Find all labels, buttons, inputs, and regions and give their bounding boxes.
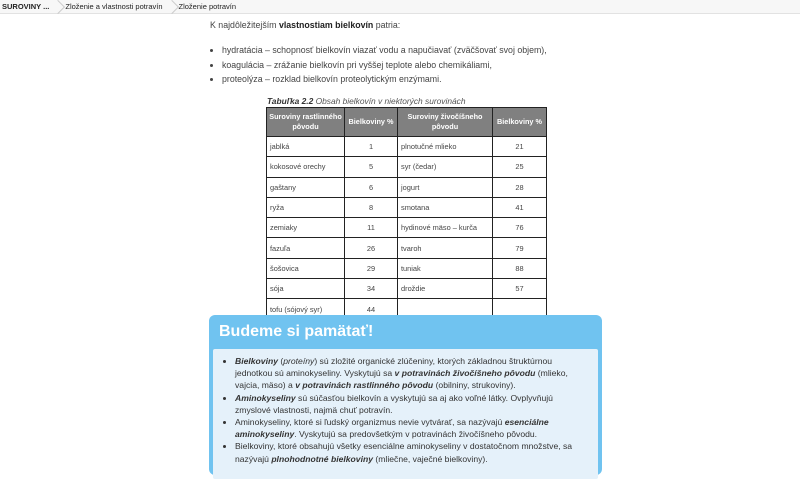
cell-animal-protein: 21 <box>493 137 547 157</box>
cell-animal-source: plnotučné mlieko <box>398 137 493 157</box>
table-row <box>267 279 547 299</box>
cell-animal-source: syr (čedar) <box>398 157 493 177</box>
list-item: • proteolýza – rozklad bielkovín proteolytickým enzýmami. <box>222 72 547 87</box>
cell-animal-protein: 41 <box>493 197 547 217</box>
cell-animal-protein: 88 <box>493 258 547 278</box>
remember-text-segment: Bielkoviny <box>235 356 278 366</box>
breadcrumb-item-zlozenie-vlastnosti[interactable]: Zloženie a vlastnosti potravín <box>59 0 172 13</box>
remember-text-segment: plnohodnotné bielkoviny <box>271 453 374 464</box>
cell-plant-source: kokosové orechy <box>267 157 345 177</box>
remember-text-segment: v potravinách rastlinného pôvodu <box>295 380 434 391</box>
table-row <box>267 137 547 157</box>
intro-paragraph <box>210 20 400 30</box>
cell-animal-source: jogurt <box>398 177 493 197</box>
cell-plant-protein: 1 <box>345 137 398 157</box>
table-row <box>267 218 547 238</box>
table-caption-text: Obsah bielkovín v niektorých surovinách <box>315 96 466 106</box>
table-caption-label: Tabuľka 2.2 <box>267 96 314 106</box>
cell-plant-source: gaštany <box>267 177 345 197</box>
protein-table <box>266 107 547 320</box>
cell-animal-source: droždie <box>398 279 493 299</box>
cell-plant-protein: 11 <box>345 218 398 238</box>
remember-text-segment: (mlieko, vajcia, mäso) a <box>235 368 568 391</box>
remember-box <box>209 315 602 475</box>
cell-plant-protein: 5 <box>345 157 398 177</box>
breadcrumb-item-suroviny[interactable]: SUROVINY ... <box>2 2 50 11</box>
cell-plant-source: sója <box>267 279 345 299</box>
remember-text-segment: (mliečne, vaječné bielkoviny). <box>373 453 488 464</box>
cell-animal-source: hydinové mäso – kurča <box>398 218 493 238</box>
list-item: • hydratácia – schopnosť bielkovín viazať vodu a napučiavať (zväčšovať svoj objem), <box>222 43 547 58</box>
remember-item <box>235 355 590 392</box>
remember-text-segment: Aminokyseliny <box>235 392 296 403</box>
cell-plant-source: tofu (sójový syr) <box>267 299 345 319</box>
cell-plant-protein: 6 <box>345 177 398 197</box>
table-row <box>267 197 547 217</box>
cell-animal-protein: 76 <box>493 218 547 238</box>
remember-text-segment: . Vyskytujú sa predovšetkým v potravinách živočíšneho pôvodu. <box>294 429 538 440</box>
remember-item <box>235 440 590 464</box>
cell-animal-protein: 79 <box>493 238 547 258</box>
remember-text-segment: ( <box>278 356 284 366</box>
list-item: • koagulácia – zrážanie bielkovín pri vyššej teplote alebo chemikáliami, <box>222 58 547 73</box>
remember-text-segment: (obilniny, strukoviny). <box>433 380 516 391</box>
cell-animal-source: smotana <box>398 197 493 217</box>
breadcrumb <box>0 0 800 14</box>
header-animal-sources: Suroviny živočíšneho pôvodu <box>398 108 493 137</box>
cell-plant-protein: 34 <box>345 279 398 299</box>
cell-plant-source: jablká <box>267 137 345 157</box>
remember-item <box>235 416 590 440</box>
table-header-row <box>267 108 547 137</box>
breadcrumb-item-zlozenie-potravin[interactable]: Zloženie potravín <box>173 0 247 13</box>
cell-plant-source: šošovica <box>267 258 345 278</box>
table-row <box>267 157 547 177</box>
remember-title: Budeme si pamätať! <box>219 323 374 340</box>
table-row <box>267 177 547 197</box>
cell-animal-protein: 25 <box>493 157 547 177</box>
cell-plant-protein: 8 <box>345 197 398 217</box>
cell-animal-protein: 57 <box>493 279 547 299</box>
remember-text-segment: ) sú zložité organické zlúčeniny, ktorých základnou štruktúrnou jednotkou sú aminokyseliny. Vyskytujú sa <box>235 356 553 379</box>
header-plant-sources: Suroviny rastlinného pôvodu <box>267 108 345 137</box>
cell-plant-protein: 29 <box>345 258 398 278</box>
remember-list <box>213 355 590 465</box>
cell-plant-protein: 26 <box>345 238 398 258</box>
remember-item <box>235 392 590 416</box>
cell-plant-source: ryža <box>267 197 345 217</box>
remember-text-segment: Aminokyseliny, ktoré si ľudský organizmus nevie vytvárať, sa nazývajú <box>235 417 505 428</box>
remember-content <box>213 349 598 479</box>
intro-bold: vlastnostiam bielkovín <box>278 20 374 30</box>
remember-text-segment: esenciálne aminokyseliny <box>235 417 549 440</box>
intro-prefix: K najdôležitejším <box>210 20 279 30</box>
table-row <box>267 258 547 278</box>
cell-plant-source: zemiaky <box>267 218 345 238</box>
intro-suffix: patria: <box>373 20 401 30</box>
header-animal-protein: Bielkoviny % <box>493 108 547 137</box>
cell-animal-source: tvaroh <box>398 238 493 258</box>
header-plant-protein: Bielkoviny % <box>345 108 398 137</box>
table-caption <box>267 96 466 106</box>
remember-text-segment: proteíny <box>283 356 315 366</box>
remember-text-segment: sú súčasťou bielkovín a vyskytujú sa aj ako voľné látky. Ovplyvňujú zmyslové vlastnosti, najmä chuť potravín. <box>235 392 553 415</box>
table-row <box>267 238 547 258</box>
remember-text-segment: Bielkoviny, ktoré obsahujú všetky esenciálne aminokyseliny v dostatočnom množstve, sa nazývajú <box>235 441 573 464</box>
cell-animal-source: tuniak <box>398 258 493 278</box>
cell-plant-source: fazuľa <box>267 238 345 258</box>
properties-list <box>210 43 547 87</box>
remember-text-segment: v potravinách živočíšneho pôvodu <box>394 368 536 379</box>
cell-plant-protein: 44 <box>345 299 398 319</box>
cell-animal-protein: 28 <box>493 177 547 197</box>
